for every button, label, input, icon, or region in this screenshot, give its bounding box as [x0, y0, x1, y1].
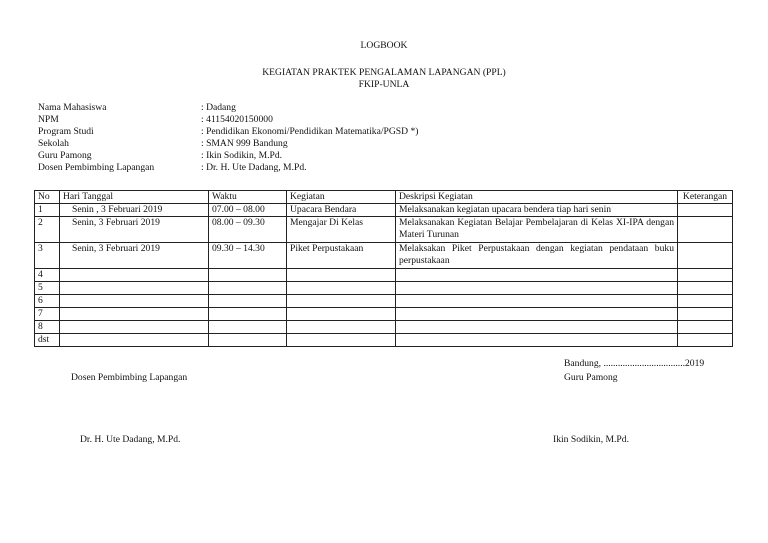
cell-note: [678, 321, 733, 334]
cell-note: [678, 269, 733, 282]
cell-day: Senin, 3 Februari 2019: [60, 217, 209, 243]
info-label: Guru Pamong: [38, 150, 92, 161]
column-header-description: Deskripsi Kegiatan: [396, 191, 678, 204]
cell-description: Melaksanakan Kegiatan Belajar Pembelajaran di Kelas XI-IPA dengan Materi Turunan: [396, 217, 678, 243]
table-row: [35, 308, 733, 321]
cell-day: [60, 321, 209, 334]
cell-no: dst: [35, 334, 60, 347]
cell-description: Melaksanakan kegiatan upacara bendera tiap hari senin: [396, 204, 678, 217]
table-row: [35, 269, 733, 282]
cell-description: [396, 334, 678, 347]
table-row: [35, 204, 733, 217]
table-row: [35, 217, 733, 243]
cell-note: [678, 334, 733, 347]
right-signatory-role: Guru Pamong: [564, 372, 618, 383]
info-label: Nama Mahasiswa: [38, 102, 107, 113]
cell-activity: [287, 295, 396, 308]
cell-description: [396, 282, 678, 295]
cell-note: [678, 243, 733, 269]
table-row: [35, 321, 733, 334]
cell-note: [678, 204, 733, 217]
table-row: [35, 243, 733, 269]
cell-day: [60, 282, 209, 295]
cell-no: 6: [35, 295, 60, 308]
cell-no: 8: [35, 321, 60, 334]
cell-activity: [287, 321, 396, 334]
cell-description: Melaksakan Piket Perpustakaan dengan kegiatan pendataan buku perpustakaan: [396, 243, 678, 269]
info-label: Dosen Pembimbing Lapangan: [38, 162, 155, 173]
cell-time: 08.00 – 09.30: [209, 217, 287, 243]
cell-day: [60, 334, 209, 347]
info-value: : SMAN 999 Bandung: [201, 138, 288, 149]
cell-activity: Upacara Bendara: [287, 204, 396, 217]
info-value: : Dr. H. Ute Dadang, M.Pd.: [201, 162, 307, 173]
table-header-row: [35, 191, 733, 204]
cell-description: [396, 269, 678, 282]
place-date: Bandung, ..................................2019: [564, 358, 705, 369]
info-value: : Ikin Sodikin, M.Pd.: [201, 150, 283, 161]
column-header-time: Waktu: [209, 191, 287, 204]
table-row: [35, 295, 733, 308]
cell-day: [60, 308, 209, 321]
cell-activity: Mengajar Di Kelas: [287, 217, 396, 243]
table-row: [35, 282, 733, 295]
cell-time: [209, 321, 287, 334]
document-subtitle: KEGIATAN PRAKTEK PENGALAMAN LAPANGAN (PPL): [262, 67, 506, 78]
cell-no: 3: [35, 243, 60, 269]
cell-day: Senin, 3 Februari 2019: [60, 243, 209, 269]
cell-time: [209, 334, 287, 347]
cell-activity: [287, 308, 396, 321]
column-header-activity: Kegiatan: [287, 191, 396, 204]
cell-time: [209, 295, 287, 308]
info-row: [38, 138, 288, 150]
cell-time: [209, 282, 287, 295]
column-header-note: Keterangan: [678, 191, 733, 204]
document-title: LOGBOOK: [360, 40, 408, 51]
cell-description: [396, 295, 678, 308]
cell-note: [678, 308, 733, 321]
cell-note: [678, 282, 733, 295]
table-row: [35, 334, 733, 347]
info-row: [38, 102, 236, 114]
cell-no: 2: [35, 217, 60, 243]
cell-note: [678, 295, 733, 308]
cell-description: [396, 308, 678, 321]
info-row: [38, 150, 282, 162]
cell-time: 07.00 – 08.00: [209, 204, 287, 217]
column-header-day: Hari Tanggal: [60, 191, 209, 204]
cell-no: 7: [35, 308, 60, 321]
cell-activity: [287, 269, 396, 282]
cell-activity: Piket Perpustakaan: [287, 243, 396, 269]
info-value: : Dadang: [201, 102, 236, 113]
right-signatory-name: Ikin Sodikin, M.Pd.: [553, 434, 629, 445]
info-label: NPM: [38, 114, 59, 125]
cell-time: 09.30 – 14.30: [209, 243, 287, 269]
info-label: Sekolah: [38, 138, 69, 149]
column-header-no: No: [35, 191, 60, 204]
cell-day: Senin , 3 Februari 2019: [60, 204, 209, 217]
cell-activity: [287, 282, 396, 295]
cell-activity: [287, 334, 396, 347]
info-label: Program Studi: [38, 126, 94, 137]
cell-no: 1: [35, 204, 60, 217]
info-row: [38, 126, 418, 138]
cell-day: [60, 295, 209, 308]
cell-day: [60, 269, 209, 282]
left-signatory-name: Dr. H. Ute Dadang, M.Pd.: [80, 434, 181, 445]
info-row: [38, 114, 273, 126]
info-value: : 41154020150000: [201, 114, 273, 125]
cell-time: [209, 308, 287, 321]
cell-no: 4: [35, 269, 60, 282]
left-signatory-role: Dosen Pembimbing Lapangan: [71, 372, 188, 383]
logbook-table: [34, 190, 733, 347]
cell-note: [678, 217, 733, 243]
info-value: : Pendidikan Ekonomi/Pendidikan Matematika/PGSD *): [201, 126, 419, 137]
institution-name: FKIP-UNLA: [358, 79, 410, 90]
cell-description: [396, 321, 678, 334]
info-row: [38, 162, 307, 174]
cell-no: 5: [35, 282, 60, 295]
cell-time: [209, 269, 287, 282]
